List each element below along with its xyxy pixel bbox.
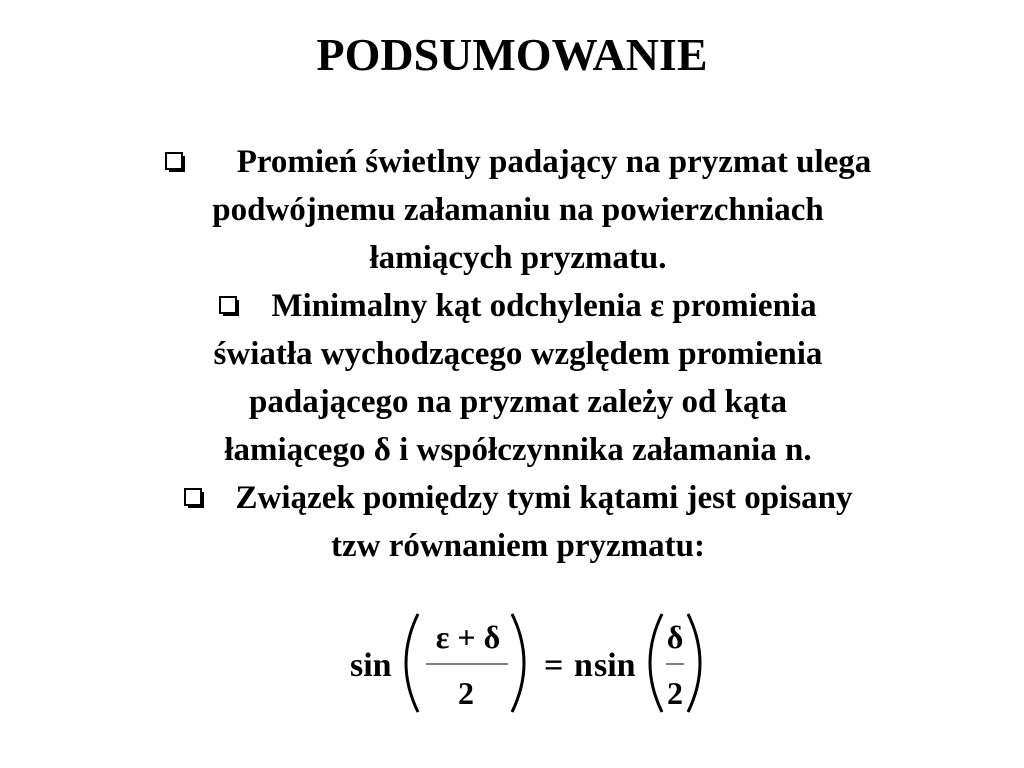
left-paren-open	[406, 614, 418, 712]
right-paren-close	[688, 614, 700, 712]
bullet-line: światła wychodzącego względem promienia	[213, 336, 823, 372]
checkbox-bullet-icon	[219, 296, 239, 316]
bullet-item	[90, 138, 946, 282]
right-denominator: 2	[667, 675, 683, 711]
bullet-line: padającego na pryzmat zależy od kąta	[248, 384, 788, 420]
bullet-line	[90, 474, 946, 522]
equals-sign: =	[544, 647, 564, 684]
checkbox-bullet-icon	[184, 488, 204, 508]
right-numerator: δ	[666, 619, 684, 655]
bullet-list	[90, 138, 946, 570]
bullet-item	[90, 474, 946, 570]
bullet-line: łamiących pryzmatu.	[369, 240, 667, 276]
bullet-text: Promień świetlny padający na pryzmat ulega	[236, 144, 872, 180]
bullet-text: Minimalny kąt odchylenia ε promienia	[271, 288, 817, 324]
right-paren-open	[650, 614, 662, 712]
left-denominator: 2	[458, 675, 474, 711]
left-numerator: ε + δ	[435, 619, 501, 655]
checkbox-bullet-icon	[165, 152, 185, 172]
bullet-line	[90, 282, 946, 330]
slide-title: PODSUMOWANIE	[316, 29, 708, 80]
sin-function-left: sin	[350, 647, 392, 684]
bullet-item	[90, 282, 946, 474]
bullet-line: łamiącego δ i współczynnika załamania n.	[224, 432, 812, 468]
bullet-line: podwójnemu załamaniu na powierzchniach	[212, 192, 824, 228]
bullet-text: Związek pomiędzy tymi kątami jest opisany	[235, 480, 853, 516]
bullet-line	[90, 138, 946, 186]
bullet-line: tzw równaniem pryzmatu:	[331, 528, 705, 564]
sin-function-right: sin	[594, 647, 636, 684]
prism-equation	[348, 608, 720, 718]
coefficient-n: n	[574, 647, 593, 684]
left-paren-close	[512, 614, 524, 712]
